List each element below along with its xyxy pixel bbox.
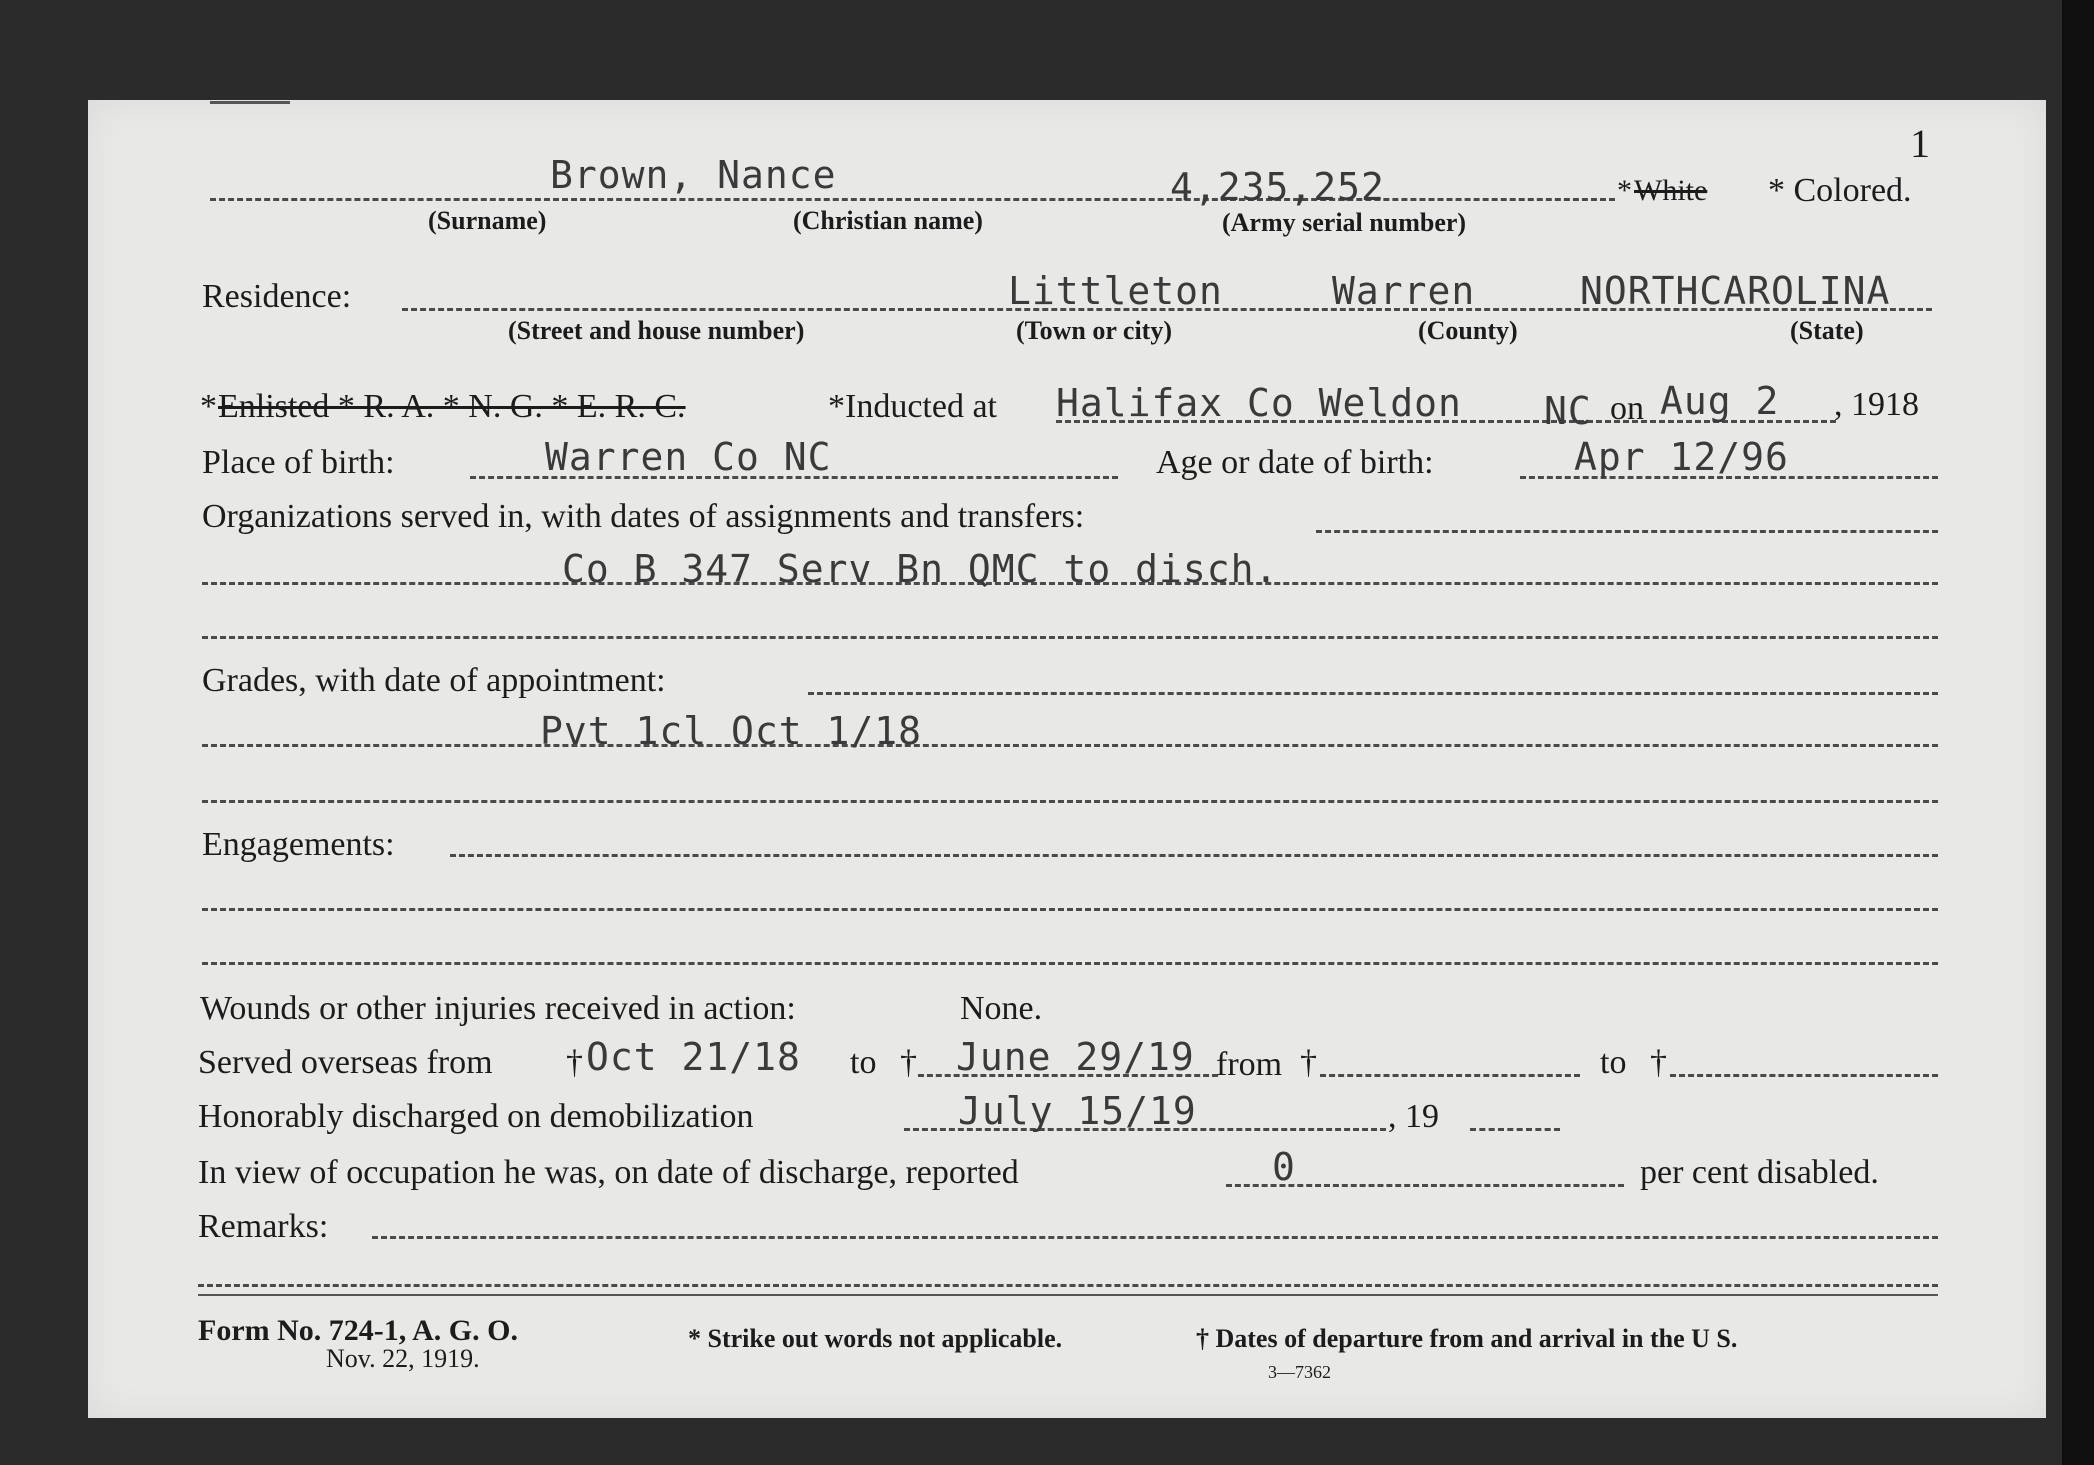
form-number: Form No. 724-1, A. G. O. <box>198 1314 518 1347</box>
induction-place-typed: Halifax Co Weldon <box>1056 381 1462 425</box>
remarks-label: Remarks: <box>198 1208 329 1245</box>
strike-out-note: * Strike out words not applicable. <box>688 1324 1063 1353</box>
scan-edge <box>2062 0 2094 1465</box>
discharge-label: Honorably discharged on demobilization <box>198 1098 754 1135</box>
dates-note: † Dates of departure from and arrival in the U S. <box>1196 1324 1738 1353</box>
remarks-line-2 <box>198 1284 1938 1287</box>
organizations-line-1 <box>1316 530 1938 533</box>
name-line <box>210 198 1615 201</box>
induction-year: , 1918 <box>1834 386 1919 423</box>
overseas-to-label: to <box>850 1044 877 1081</box>
engagements-line-2 <box>202 908 1938 911</box>
county-caption: (County) <box>1418 316 1518 345</box>
print-code: 3—7362 <box>1268 1362 1331 1382</box>
induction-on-label: on <box>1610 390 1644 427</box>
grades-line-2 <box>202 744 1938 747</box>
overseas-from-typed: Oct 21/18 <box>586 1035 801 1079</box>
organizations-label: Organizations served in, with dates of assignments and transfers: <box>202 498 1085 535</box>
overseas-dagger-1: † <box>566 1044 583 1081</box>
serial-number-caption: (Army serial number) <box>1222 208 1467 237</box>
overseas-to2-line <box>1670 1074 1938 1077</box>
overseas-from2-label: from <box>1216 1046 1283 1083</box>
street-caption: (Street and house number) <box>508 316 805 345</box>
serial-number-typed: 4,235,252 <box>1170 165 1385 209</box>
page-number: 1 <box>1910 121 1930 166</box>
christian-name-caption: (Christian name) <box>793 206 983 235</box>
name-typed: Brown, Nance <box>550 153 837 197</box>
form-date: Nov. 22, 1919. <box>326 1344 480 1373</box>
remarks-line-1 <box>372 1236 1938 1239</box>
induction-date-typed: Aug 2 <box>1660 379 1780 423</box>
discharge-typed: July 15/19 <box>958 1089 1197 1133</box>
overseas-dagger-2: † <box>900 1044 917 1081</box>
town-caption: (Town or city) <box>1016 316 1172 345</box>
wounds-label: Wounds or other injuries received in action: <box>200 990 796 1027</box>
grades-line-1 <box>808 692 1938 695</box>
state-caption: (State) <box>1790 316 1864 345</box>
engagements-line-3 <box>202 962 1938 965</box>
birthdate-label: Age or date of birth: <box>1156 444 1434 481</box>
discharge-year-line <box>1470 1128 1560 1131</box>
disability-label: In view of occupation he was, on date of discharge, reported <box>198 1154 1019 1191</box>
overseas-dagger-3: † <box>1300 1044 1317 1081</box>
enlisted-asterisk: * <box>200 388 217 425</box>
overseas-to-typed: June 29/19 <box>956 1035 1195 1079</box>
overseas-label: Served overseas from <box>198 1044 493 1081</box>
race-white-struck: White <box>1634 174 1708 207</box>
state-typed: NORTHCAROLINA <box>1580 269 1891 313</box>
discharge-year: , 19 <box>1388 1098 1439 1135</box>
town-typed: Littleton <box>1008 269 1223 313</box>
grades-label: Grades, with date of appointment: <box>202 662 666 699</box>
inducted-label: *Inducted at <box>828 388 997 425</box>
birthplace-typed: Warren Co NC <box>545 435 832 479</box>
footer-rule <box>198 1294 1938 1296</box>
organizations-line-3 <box>202 636 1938 639</box>
surname-caption: (Surname) <box>428 206 547 235</box>
residence-label: Residence: <box>202 278 352 315</box>
organizations-typed: Co B 347 Serv Bn QMC to disch. <box>562 547 1279 591</box>
induction-state-typed: NC <box>1544 389 1592 433</box>
disability-typed: 0 <box>1272 1145 1296 1189</box>
card-edge-mark <box>210 101 290 104</box>
engagements-label: Engagements: <box>202 826 395 863</box>
enlisted-options-struck: Enlisted * R. A. * N. G. * E. R. C. <box>218 388 686 425</box>
wounds-value: None. <box>960 990 1043 1027</box>
grades-typed: Pvt 1cl Oct 1/18 <box>540 709 923 753</box>
overseas-from2-line <box>1320 1074 1580 1077</box>
overseas-to2-label: to <box>1600 1044 1627 1081</box>
race-asterisk: * <box>1617 174 1632 207</box>
overseas-dagger-4: † <box>1650 1044 1667 1081</box>
race-colored: * Colored. <box>1768 172 1912 209</box>
disability-suffix: per cent disabled. <box>1640 1154 1879 1191</box>
grades-line-3 <box>202 800 1938 803</box>
county-typed: Warren <box>1332 269 1476 313</box>
engagements-line-1 <box>450 854 1938 857</box>
birthdate-typed: Apr 12/96 <box>1574 435 1789 479</box>
birthplace-label: Place of birth: <box>202 444 395 481</box>
